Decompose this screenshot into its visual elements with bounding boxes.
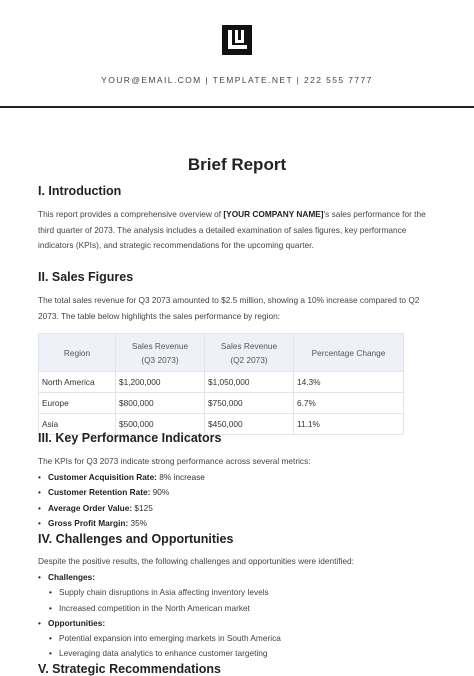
challenges-label: Challenges: (48, 572, 96, 582)
table-cell: 14.3% (294, 372, 404, 393)
section-heading-sales-figures: II. Sales Figures (38, 270, 134, 284)
table-cell: $1,050,000 (205, 372, 294, 393)
table-cell: North America (39, 372, 116, 393)
section-heading-kpi: III. Key Performance Indicators (38, 431, 222, 445)
header-line: Sales Revenue (131, 340, 189, 351)
table-cell: $750,000 (205, 393, 294, 414)
list-item (38, 631, 281, 646)
opportunity-text: Potential expansion into emerging markets in South America (59, 633, 281, 644)
sales-table (38, 333, 404, 435)
bullet-icon: • (49, 602, 52, 613)
bullet-icon: • (38, 617, 41, 628)
column-header (39, 334, 116, 372)
kpi-label: Gross Profit Margin: (48, 517, 129, 528)
bullet-icon: • (38, 517, 41, 528)
opportunity-text: Leveraging data analytics to enhance customer targeting (59, 648, 268, 659)
column-header (205, 334, 294, 372)
bullet-icon: • (38, 502, 41, 513)
bullet-icon: • (49, 587, 52, 598)
column-header (116, 334, 205, 372)
table-cell: $450,000 (205, 414, 294, 435)
company-logo (222, 25, 252, 55)
table-row (39, 372, 404, 393)
challenges-list (38, 570, 281, 662)
column-header (294, 334, 404, 372)
list-item (38, 516, 205, 531)
bullet-icon: • (38, 572, 41, 582)
contact-line: YOUR@EMAIL.COM | TEMPLATE.NET | 222 555 7777 (101, 75, 373, 85)
table-cell: $800,000 (116, 393, 205, 414)
header-line: (Q2 2073) (230, 354, 268, 365)
list-item (38, 485, 205, 500)
list-item (38, 470, 205, 485)
kpi-value: 35% (128, 517, 148, 528)
intro-text-end: 's sales performance for the third quarter of 2073. The analysis includes a detailed examination of sales figures, key performance indicators (KPIs), and strategic recommendations for the upcoming quarter. (38, 209, 426, 250)
bullet-icon: • (49, 648, 52, 659)
kpi-label: Customer Acquisition Rate: (48, 472, 157, 482)
table-cell: 11.1% (294, 414, 404, 435)
section-heading-introduction: I. Introduction (38, 184, 122, 198)
bullet-icon: • (38, 487, 41, 498)
challenge-text: Supply chain disruptions in Asia affecting inventory levels (59, 587, 269, 598)
kpi-value: $125 (132, 502, 153, 513)
introduction-paragraph (38, 207, 438, 254)
list-item (38, 570, 281, 585)
header-line: Percentage Change (311, 347, 386, 358)
kpi-paragraph: The KPIs for Q3 2073 indicate strong performance across several metrics: (38, 456, 311, 466)
kpi-value: 90% (150, 487, 170, 498)
list-item (38, 601, 281, 616)
challenges-paragraph: Despite the positive results, the following challenges and opportunities were identified: (38, 556, 354, 566)
table-row (39, 393, 404, 414)
company-name-placeholder: [YOUR COMPANY NAME] (223, 209, 324, 219)
document-title: Brief Report (187, 155, 287, 174)
kpi-list (38, 470, 205, 531)
table-cell: $500,000 (116, 414, 205, 435)
table-cell: 6.7% (294, 393, 404, 414)
list-item (38, 646, 281, 661)
header-divider (0, 106, 474, 108)
section-heading-strategic: V. Strategic Recommendations (38, 662, 221, 676)
table-header-row (39, 334, 404, 372)
kpi-label: Customer Retention Rate: (48, 487, 151, 498)
table-cell: Europe (39, 393, 116, 414)
table-cell: $1,200,000 (116, 372, 205, 393)
list-item (38, 585, 281, 600)
list-item (38, 616, 281, 631)
kpi-value: 8% increase (156, 472, 205, 482)
kpi-label: Average Order Value: (48, 502, 133, 513)
table-cell: Asia (39, 414, 116, 435)
header-line: Region (63, 347, 91, 358)
opportunities-label: Opportunities: (48, 617, 106, 628)
list-item (38, 501, 205, 516)
sales-paragraph: The total sales revenue for Q3 2073 amounted to $2.5 million, showing a 10% increase compared to Q2 2073. The table below highlights the sales performance by region: (38, 295, 420, 321)
bullet-icon: • (49, 633, 52, 644)
logo-mark-icon (222, 25, 252, 55)
section-heading-challenges: IV. Challenges and Opportunities (38, 532, 234, 546)
header-line: Sales Revenue (220, 340, 278, 351)
header-line: (Q3 2073) (141, 354, 179, 365)
challenge-text: Increased competition in the North American market (59, 602, 250, 613)
bullet-icon: • (38, 472, 41, 482)
intro-text-start: This report provides a comprehensive overview of (38, 209, 224, 219)
